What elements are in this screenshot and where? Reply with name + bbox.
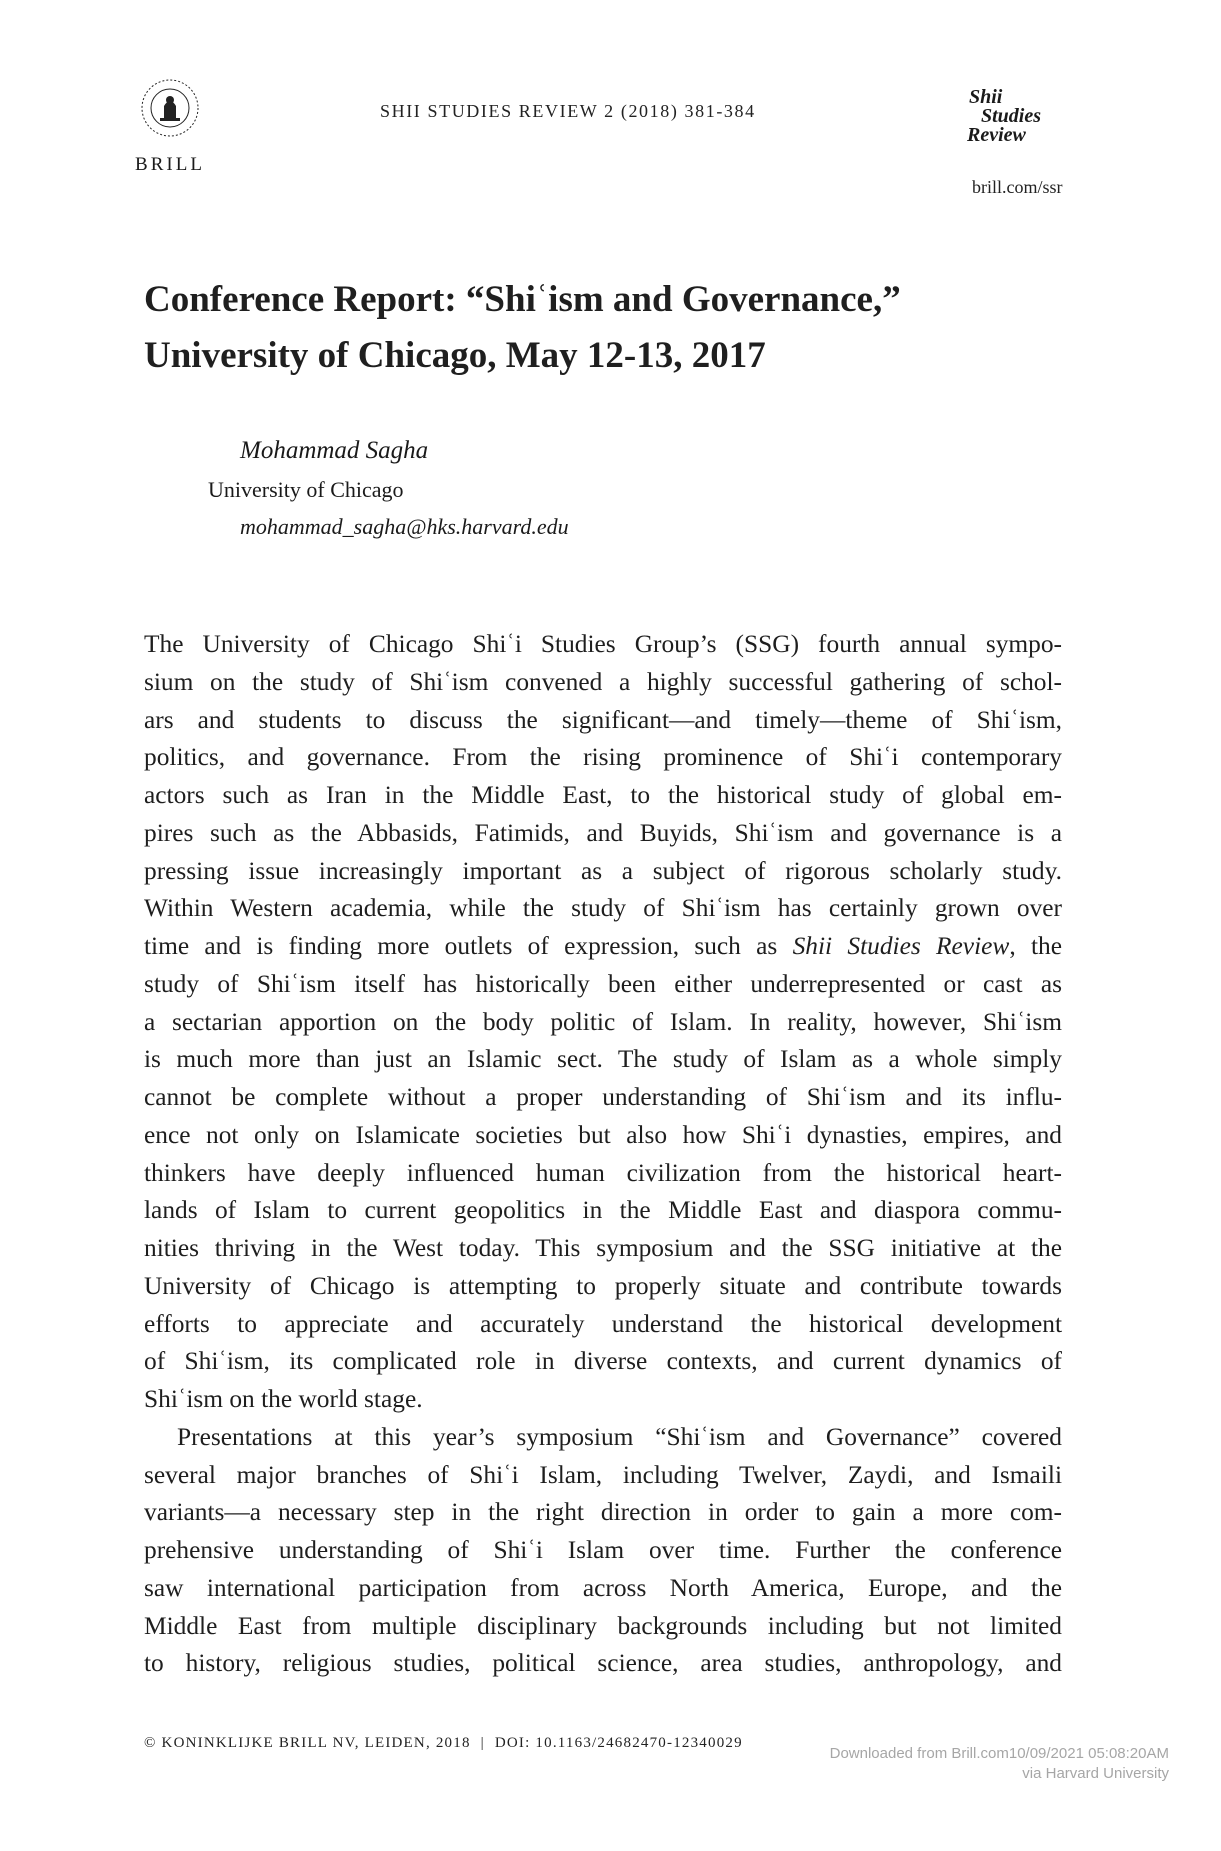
author-name: Mohammad Sagha — [240, 437, 429, 464]
author-affiliation: University of Chicago — [208, 477, 404, 502]
text-line: of Shiʿism, its complicated role in diverse contexts, and current dynamics of — [144, 1347, 1062, 1376]
journal-logo-line: Studies — [981, 105, 1042, 127]
text-line: University of Chicago is attempting to properly situate and contribute towards — [144, 1271, 1062, 1300]
journal-title-italic: Shii Studies Review — [792, 932, 1010, 960]
paragraph-2 — [144, 1419, 1062, 1683]
text-line: actors such as Iran in the Middle East, to the historical study of global em- — [144, 781, 1062, 809]
text-line: Within Western academia, while the study of Shiʿism has certainly grown over — [144, 894, 1062, 923]
text-line: thinkers have deeply influenced human civilization from the historical heart- — [144, 1158, 1062, 1187]
download-line-2: via Harvard University — [1022, 1765, 1169, 1782]
text-line: lands of Islam to current geopolitics in the Middle East and diaspora commu- — [144, 1196, 1062, 1225]
text-line: ars and students to discuss the significant—and timely—theme of Shiʿism, — [144, 705, 1062, 734]
article-body — [144, 626, 1062, 1683]
text-line: ence not only on Islamicate societies but also how Shiʿi dynasties, empires, and — [144, 1120, 1062, 1149]
page-footer — [144, 1735, 743, 1752]
text-line: Shiʿism on the world stage. — [144, 1385, 423, 1413]
copyright-notice: © KONINKLIJKE BRILL NV, LEIDEN, 2018 — [144, 1735, 471, 1751]
text-line — [144, 928, 1062, 966]
text-line: to history, religious studies, political science, area studies, anthropology, and — [144, 1649, 1062, 1678]
text-line: study of Shiʿism itself has historically been either underrepresented or cast as — [144, 969, 1062, 998]
running-head: SHII STUDIES REVIEW 2 (2018) 381-384 — [380, 101, 756, 121]
title-line-1: Conference Report: “Shiʿism and Governance,” — [144, 279, 901, 320]
journal-logo-line: Shii — [969, 86, 1003, 108]
text-line: politics, and governance. From the rising prominence of Shiʿi contemporary — [144, 743, 1062, 772]
text-line: nities thriving in the West today. This symposium and the SSG initiative at the — [144, 1234, 1062, 1262]
brill-wordmark: BRILL — [135, 154, 205, 175]
text-line: cannot be complete without a proper understanding of Shiʿism and its influ- — [144, 1083, 1062, 1111]
title-line-2: University of Chicago, May 12-13, 2017 — [144, 335, 766, 376]
download-line-1: Downloaded from Brill.com10/09/2021 05:08:20AM — [829, 1745, 1169, 1762]
text-line: Presentations at this year’s symposium “Shiʿism and Governance” covered — [177, 1422, 1062, 1451]
text-line: pires such as the Abbasids, Fatimids, and Buyids, Shiʿism and governance is a — [144, 818, 1062, 847]
text-line: a sectarian apportion on the body politic of Islam. In reality, however, Shiʿism — [144, 1007, 1062, 1036]
journal-url[interactable]: brill.com/ssr — [972, 177, 1063, 197]
brill-logo — [128, 78, 212, 176]
text-line: is much more than just an Islamic sect. The study of Islam as a whole simply — [144, 1045, 1062, 1074]
paragraph-1 — [144, 626, 1062, 1419]
article-title — [144, 272, 1084, 384]
text-segment: , the — [1009, 932, 1062, 960]
doi[interactable]: DOI: 10.1163/24682470-12340029 — [494, 1735, 743, 1751]
text-line: prehensive understanding of Shiʿi Islam over time. Further the conference — [144, 1536, 1062, 1564]
author-email[interactable]: mohammad_sagha@hks.harvard.edu — [240, 514, 569, 539]
footer-separator: | — [480, 1735, 485, 1751]
text-line: The University of Chicago Shiʿi Studies Group’s (SSG) fourth annual sympo- — [144, 630, 1062, 658]
text-line: saw international participation from across North America, Europe, and the — [144, 1573, 1062, 1602]
brill-seal-icon — [140, 78, 200, 138]
text-line: sium on the study of Shiʿism convened a highly successful gathering of schol- — [144, 667, 1062, 696]
text-segment: time and is finding more outlets of expression, such as — [144, 932, 793, 960]
text-line: variants—a necessary step in the right direction in order to gain a more com- — [144, 1498, 1062, 1527]
journal-logo-line: Review — [967, 124, 1026, 146]
text-line: pressing issue increasingly important as a subject of rigorous scholarly study. — [144, 856, 1062, 885]
text-line: Middle East from multiple disciplinary backgrounds including but not limited — [144, 1611, 1062, 1640]
text-line: efforts to appreciate and accurately understand the historical development — [144, 1309, 1062, 1338]
journal-logo — [965, 88, 1065, 145]
text-line: several major branches of Shiʿi Islam, including Twelver, Zaydi, and Ismaili — [144, 1460, 1062, 1489]
download-watermark — [830, 1744, 1169, 1784]
